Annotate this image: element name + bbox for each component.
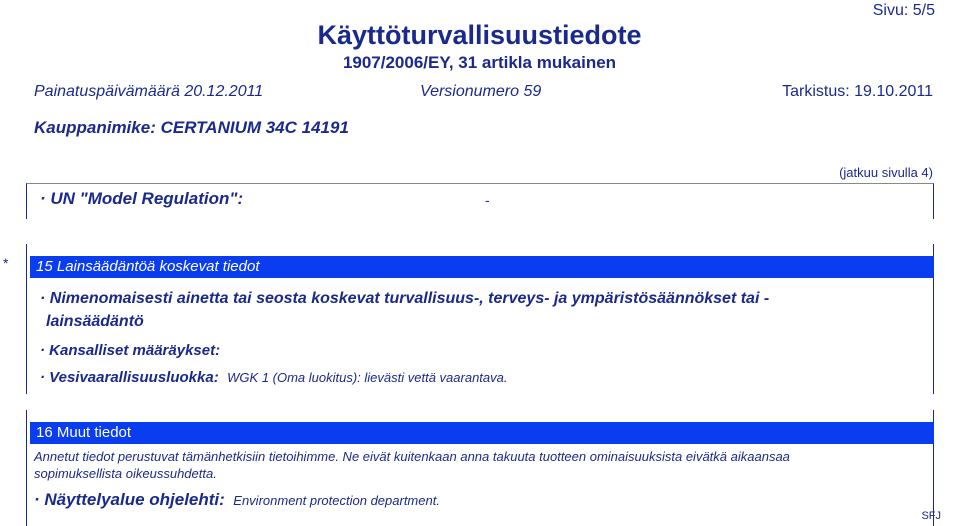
national-regulations: · Kansalliset määräykset:	[40, 342, 221, 359]
revision-marker: *	[3, 255, 9, 271]
disclaimer-line2: sopimuksellista oikeussuhdetta.	[34, 466, 217, 481]
water-hazard-row	[40, 369, 507, 387]
regulations-line-cont: lainsäädäntö	[46, 313, 144, 330]
print-date: Painatuspäivämäärä 20.12.2011	[34, 83, 264, 100]
un-model-label: · UN "Model Regulation":	[40, 189, 244, 208]
continued-note: (jatkuu sivulla 4)	[839, 165, 933, 180]
footer-code: SFJ	[921, 510, 941, 522]
page-number: Sivu: 5/5	[872, 2, 935, 19]
water-hazard-label: · Vesivaarallisuusluokka:	[40, 369, 219, 386]
disclaimer-line1: Annetut tiedot perustuvat tämänhetkisiin tietoihimme. Ne eivät kuitenkaan anna takuuta tuotteen ominaisuuksista eivätkä aikaansaa	[34, 449, 790, 464]
un-model-value: -	[485, 192, 490, 208]
document-subtitle: 1907/2006/EY, 31 artikla mukainen	[342, 53, 617, 72]
water-hazard-value: WGK 1 (Oma luokitus): lievästi vettä vaarantava.	[227, 370, 508, 385]
issuer-row	[34, 490, 440, 510]
section16-heading: 16 Muut tiedot	[30, 422, 934, 444]
trade-name: Kauppanimike: CERTANIUM 34C 14191	[34, 118, 349, 137]
version-number: Versionumero 59	[420, 83, 542, 100]
issuer-value: Environment protection department.	[233, 493, 440, 508]
regulations-line: · Nimenomaisesti ainetta tai seosta koskevat turvallisuus-, terveys- ja ympäristösäännökset tai -	[40, 290, 770, 307]
revision-date: Tarkistus: 19.10.2011	[782, 83, 933, 100]
document-title: Käyttöturvallisuustiedote	[317, 20, 642, 50]
issuer-label: · Näyttelyalue ohjelehti:	[34, 490, 225, 509]
section15-heading: 15 Lainsäädäntöä koskevat tiedot	[30, 256, 934, 278]
